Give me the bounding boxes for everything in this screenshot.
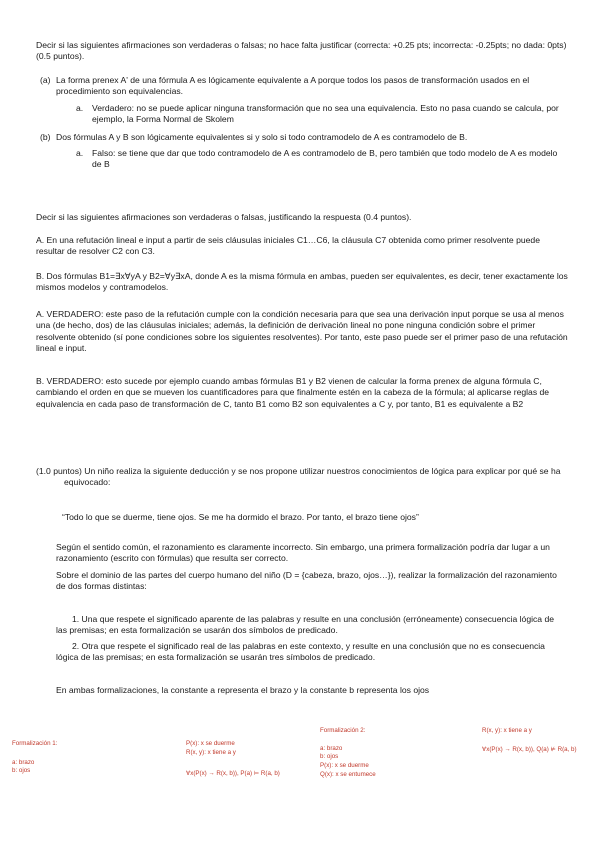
formalization-2-notes — [320, 727, 376, 779]
formalization-1-const-b: b: ojos — [12, 767, 31, 775]
formalization-1-pred-p: P(x): x se duerme — [186, 740, 235, 747]
question-b-text: Dos fórmulas A y B son lógicamente equivalentes si y solo si todo contramodelo de A es contramodelo de B. — [56, 132, 468, 142]
formalization-1-title: Formalización 1: — [12, 740, 58, 747]
answer-a — [76, 103, 566, 126]
formalization-2-pred-p: P(x): x se duerme — [320, 762, 369, 770]
answer-a-marker: a. — [76, 103, 84, 113]
answer-b — [76, 148, 566, 171]
question-a — [40, 75, 566, 98]
answer-b-marker: a. — [76, 148, 84, 158]
formalization-option-1: 1. Una que respete el significado aparente de las palabras y resulte en una conclusión (erróneamente) consecuencia lógica de las premisas; en esta formalización se usarán dos símbolos de predicado. — [56, 614, 555, 636]
section3-closing: En ambas formalizaciones, la constante a representa el brazo y la constante b representa los ojos — [56, 685, 430, 695]
formalization-2-const-b: b: ojos — [320, 753, 339, 761]
formalization-option-2: 2. Otra que respete el significado real de las palabras en este contexto, y resulte en una conclusión que no es consecuencia lógica de las premisas; en esta formalización se usarán tres símbolos de predicado. — [56, 641, 545, 663]
section3-intro: (1.0 puntos) Un niño realiza la siguiente deducción y se nos propone utilizar nuestros conocimientos de lógica para explicar por qué se ha equivocado: — [36, 466, 561, 488]
formalization-2-pred-q: Q(x): x se entumece — [320, 770, 376, 778]
formalization-1-predicates — [186, 740, 236, 757]
section1-intro: Decir si las siguientes afirmaciones son verdaderas o falsas; no hace falta justificar (correcta: +0.25 pts; incorrecta: -0.25pts; no dada: 0pts) (0.5 puntos). — [36, 40, 567, 62]
statement-b: B. Dos fórmulas B1=∃x∀yA y B2=∀y∃xA, donde A es la misma fórmula en ambas, pueden ser equivalentes, es decir, tener exactamente los mismos modelos y contramodelos. — [36, 271, 568, 293]
question-b-marker: (b) — [40, 132, 51, 142]
formalization-1-formula: ∀x(P(x) → R(x, b)), P(a) ⊨ R(a, b) — [186, 770, 280, 777]
question-a-text: La forma prenex A' de una fórmula A es lógicamente equivalente a A porque todos los pasos de transformación usados en el procedimiento son equivalencias. — [56, 75, 530, 97]
question-b — [40, 132, 566, 143]
formalization-2-title: Formalización 2: — [320, 727, 366, 734]
question-a-marker: (a) — [40, 75, 51, 85]
answer-statement-b: B. VERDADERO: esto sucede por ejemplo cuando ambas fórmulas B1 y B2 vienen de calcular la forma prenex de alguna fórmula C, cambiando el orden en que se mueven los cuantificadores para que finalmente estén en la cabeza de la fórmula; al aplicarse reglas de equivalencia en cada paso de transformación de C, tanto B1 como B2 son equivalentes a C y, por tanto, B1 es equivalente a B2 — [36, 376, 550, 409]
formalization-1-const-a: a: brazo — [12, 758, 35, 766]
answer-b-text: Falso: se tiene que dar que todo contramodelo de A es contramodelo de B, pero también que todo modelo de A es modelo de B — [92, 148, 558, 170]
formalization-2-relation: R(x, y): x tiene a y — [482, 727, 532, 734]
statement-a: A. En una refutación lineal e input a partir de seis cláusulas iniciales C1…C6, la cláusula C7 obtenida como primer resolvente puede resultar de resolver C2 con C3. — [36, 235, 540, 257]
answer-statement-a: A. VERDADERO: este paso de la refutación cumple con la condición necesaria para que sea una derivación input porque se usa al menos una (de hecho, dos) de las cláusulas iniciales; además, la definición de derivación lineal no pone ninguna condición sobre el primer resolvente obtenido (sí pone condiciones sobre los siguientes resolventes). Por tanto, este paso puede ser el primer paso de una refutación lineal e input. — [36, 309, 568, 354]
child-quote: “Todo lo que se duerme, tiene ojos. Se me ha dormido el brazo. Por tanto, el brazo tiene ojos” — [62, 512, 419, 522]
section3-para1: Según el sentido común, el razonamiento es claramente incorrecto. Sin embargo, una primera formalización podría dar lugar a un razonamiento (escrito con fórmulas) que resulta ser correcto. — [56, 542, 550, 564]
formalization-1-notes — [12, 740, 57, 776]
formalization-2-const-a: a: brazo — [320, 744, 343, 752]
section3-para2: Sobre el dominio de las partes del cuerpo humano del niño (D = {cabeza, brazo, ojos…}), realizar la formalización del razonamiento de dos formas distintas: — [56, 570, 557, 592]
formalization-1-pred-r: R(x, y): x tiene a y — [186, 748, 236, 756]
answer-a-text: Verdadero: no se puede aplicar ninguna transformación que no sea una equivalencia. Esto no pasa cuando se calcula, por ejemplo, la Forma Normal de Skolem — [92, 103, 559, 125]
section2-intro: Decir si las siguientes afirmaciones son verdaderas o falsas, justificando la respuesta (0.4 puntos). — [36, 212, 412, 222]
formalization-2-formula: ∀x(P(x) → R(x, b)), Q(a) ⊭ R(a, b) — [482, 746, 577, 753]
